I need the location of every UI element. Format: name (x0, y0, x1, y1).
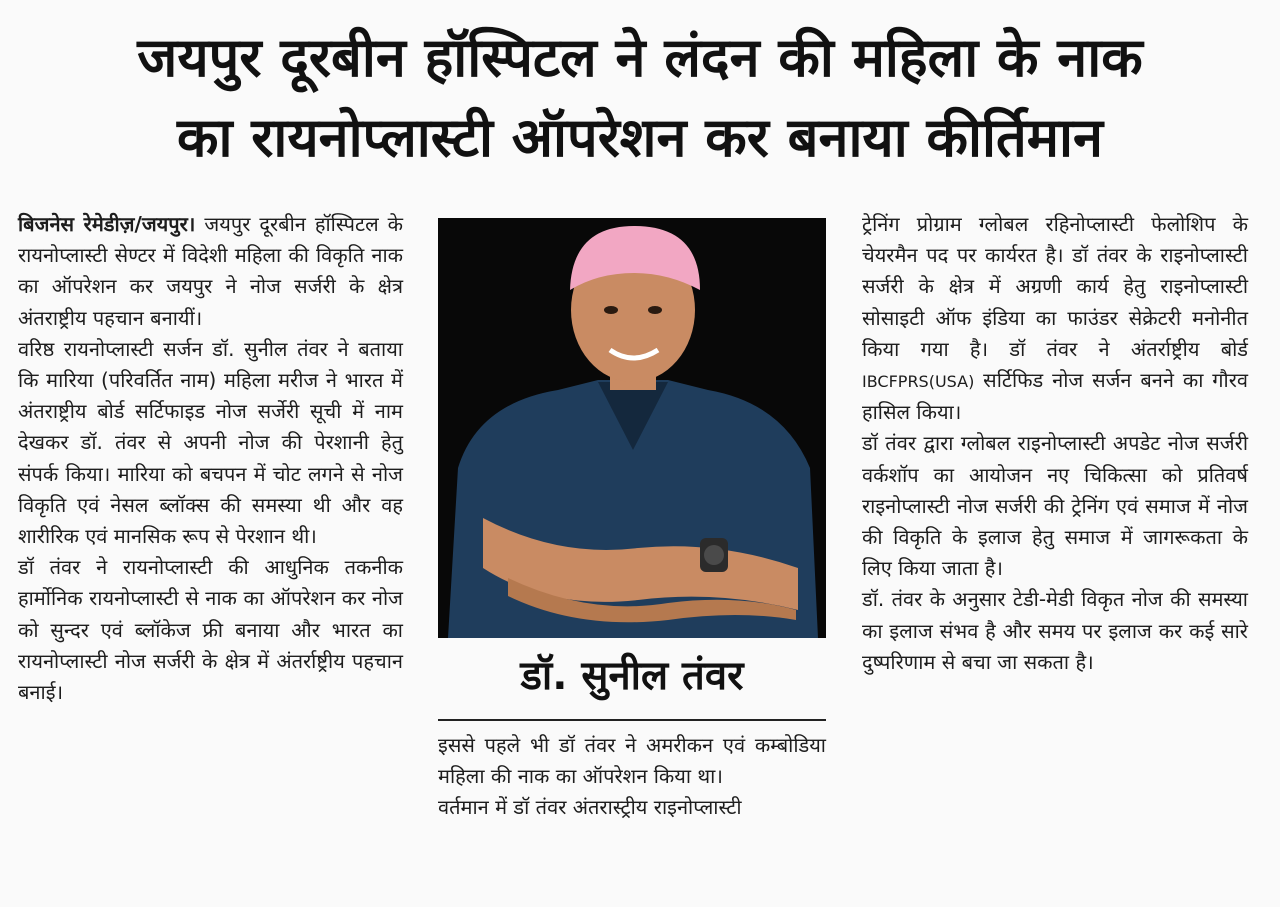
caption-divider (438, 719, 826, 721)
middle-paragraph-2: वर्तमान में डॉ तंवर अंतरास्ट्रीय राइनोप्लास्टी (438, 795, 742, 820)
left-paragraph-3: डॉ तंवर ने रायनोप्लास्टी की आधुनिक तकनीक हार्मोनिक रायनोप्लास्टी से नाक का ऑपरेशन कर नोज को सुन्दर एवं ब्लॉकेज फ्री बनाया और भारत का रायनोप्लास्टी नोज सर्जरी के क्षेत्र में अंतर्राष्ट्रीय पहचान बनाई। (18, 555, 403, 705)
left-paragraph-1 (18, 209, 403, 334)
doctor-photo (438, 218, 826, 638)
headline-line-1: जयपुर दूरबीन हॉस्पिटल ने लंदन की महिला के नाक (137, 26, 1143, 89)
doctor-portrait-illustration (438, 218, 826, 638)
left-paragraph-2: वरिष्ठ रायनोप्लास्टी सर्जन डॉ. सुनील तंवर ने बताया कि मारिया (परिवर्तित नाम) महिला मरीज ने भारत में अंतराष्ट्रीय बोर्ड सर्टिफाइड नोज सर्जेरी सूची में नाम देखकर डॉ. तंवर से अपनी नोज की पेरशानी हेतु संपर्क किया। मारिया को बचपन में चोट लगने से नोज विकृति एवं नेसल ब्लॉक्स की समस्या थी और वह शारीरिक एवं मानसिक रूप से पेरशान थी। (18, 336, 403, 549)
headline (10, 18, 1270, 178)
right-paragraph-1-text-b: सर्टिफिड नोज सर्जन बनने का गौरव हासिल किया। (862, 368, 1248, 425)
right-column (862, 209, 1248, 678)
photo-caption: डॉ. सुनील तंवर (520, 653, 744, 699)
middle-paragraph-1: इससे पहले भी डॉ तंवर ने अमरीकन एवं कम्बोडिया महिला की नाक का ऑपरेशन किया था। (438, 733, 826, 789)
left-paragraph-1-text: जयपुर दूरबीन हॉस्पिटल के रायनोप्लास्टी सेण्टर में विदेशी महिला की विकृति नाक का ऑपरेशन कर जयपुर ने नोज सर्जरी के क्षेत्र अंतराष्ट्रीय पहचान बनायीं। (18, 212, 403, 330)
right-paragraph-3: डॉ. तंवर के अनुसार टेडी-मेडी विकृत नोज की समस्या का इलाज संभव है और समय पर इलाज कर कई सारे दुष्परिणाम से बचा जा सकता है। (862, 587, 1248, 674)
dateline: बिजनेस रेमेडीज़/जयपुर। (18, 212, 196, 236)
middle-column (438, 730, 826, 824)
board-name: IBCFPRS(USA) (862, 372, 975, 392)
right-paragraph-2: डॉ तंवर द्वारा ग्लोबल राइनोप्लास्टी अपडेट नोज सर्जरी वर्कशॉप का आयोजन नए चिकित्सा को प्रतिवर्ष राइनोप्लास्टी नोज सर्जरी की ट्रेनिंग एवं समाज में नोज की विकृति के इलाज हेतु समाज में जागरूकता के लिए किया जाता है। (862, 431, 1248, 581)
headline-line-2: का रायनोप्लास्टी ऑपरेशन कर बनाया कीर्तिमान (176, 106, 1104, 169)
left-column (18, 209, 403, 708)
right-paragraph-1 (862, 209, 1248, 428)
right-paragraph-1-text-a: ट्रेनिंग प्रोग्राम ग्लोबल रहिनोप्लास्टी फेलोशिप के चेयरमैन पद पर कार्यरत है। डॉ तंवर के राइनोप्लास्टी सर्जरी के क्षेत्र में अग्रणी कार्य हेतु राइनोप्लास्टी सोसाइटी ऑफ इंडिया का फाउंडर सेक्रेटरी मनोनीत किया गया है। डॉ तंवर ने अंतर्राष्ट्रीय बोर्ड (862, 212, 1248, 361)
